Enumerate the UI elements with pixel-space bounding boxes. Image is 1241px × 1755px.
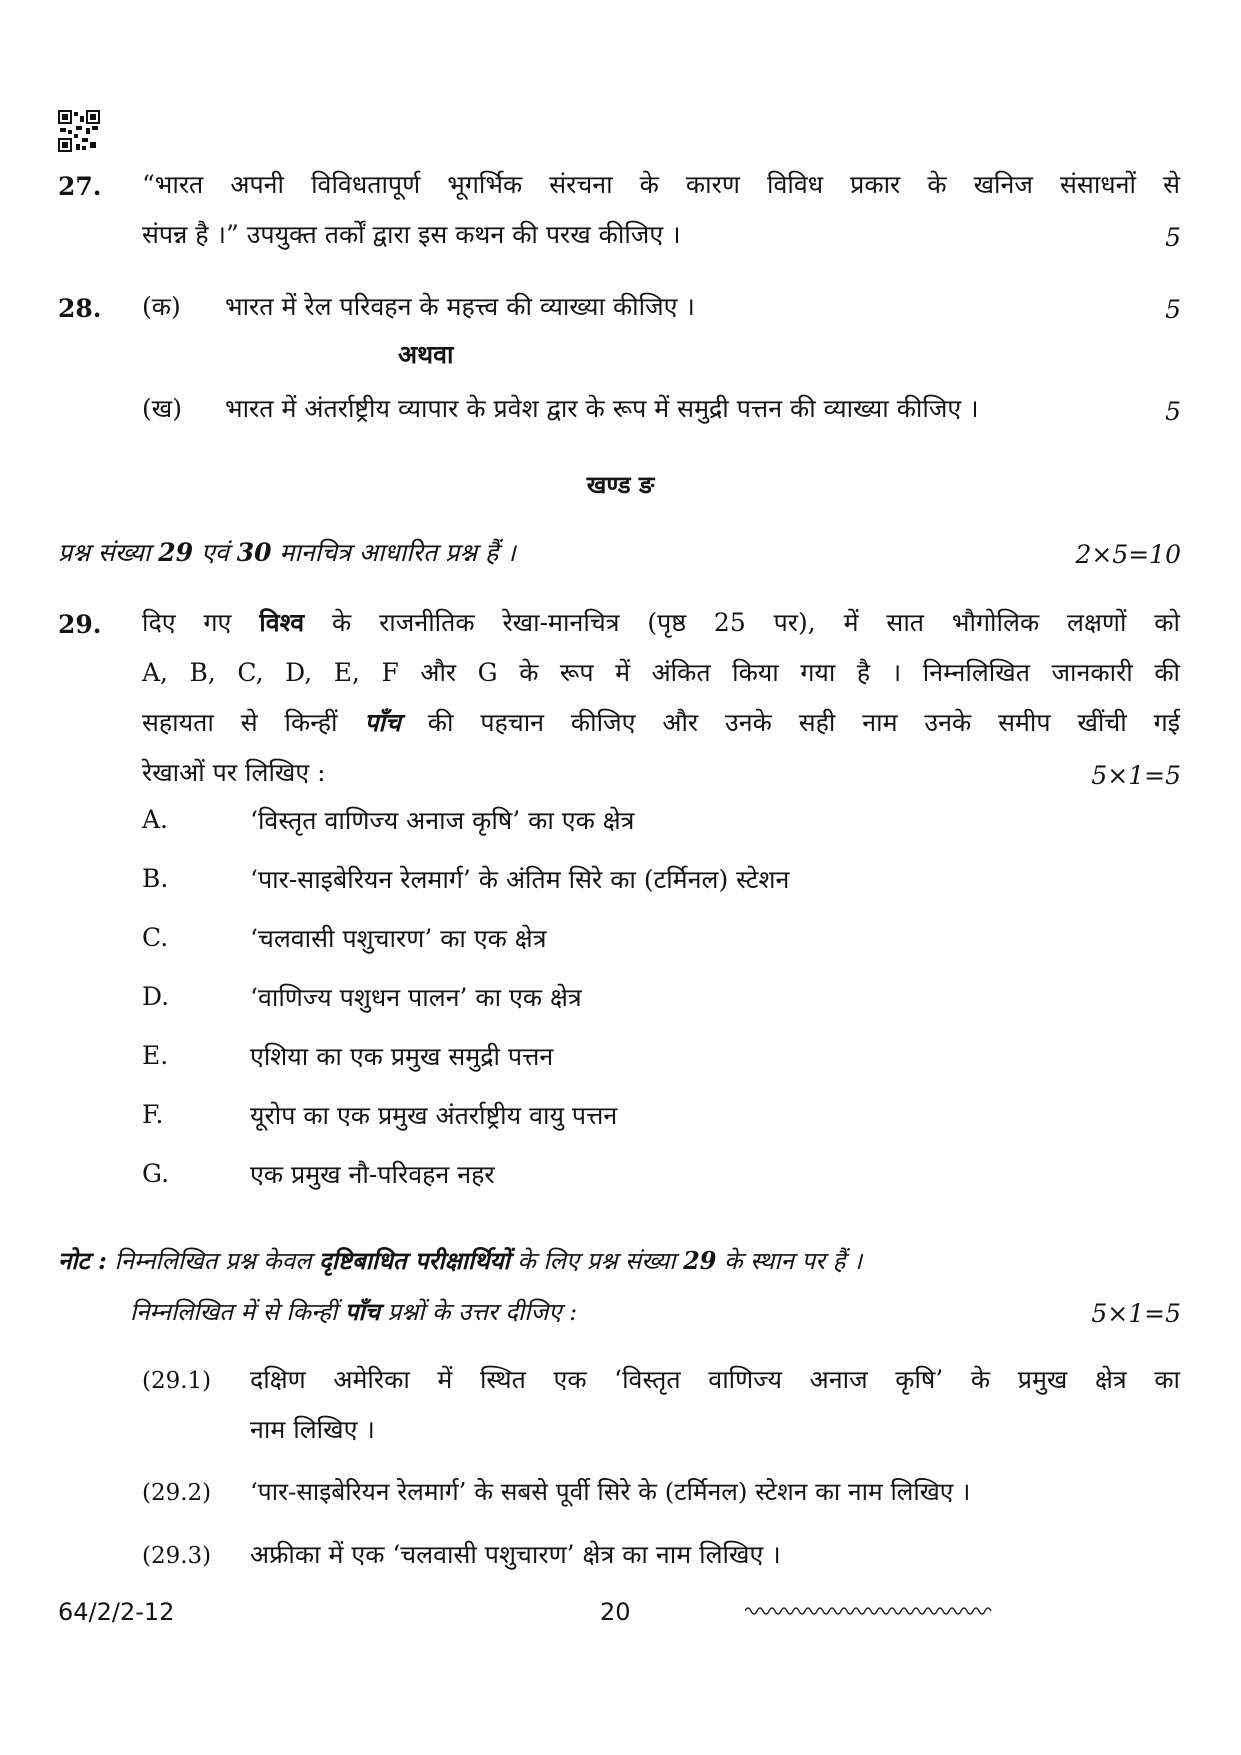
subquestion-text-29-1-line1: दक्षिण अमेरिका में स्थित एक ‘विस्तृत वाणिज्य अनाज कृषि’ के प्रमुख क्षेत्र का: [250, 1365, 1180, 1394]
feature-letter-b: B.: [142, 864, 169, 893]
q27-text-line1: “भारत अपनी विविधतापूर्ण भूगर्भिक संरचना के कारण विविध प्रकार के खनिज संसाधनों से: [142, 170, 1180, 199]
page-number: 20: [600, 1598, 631, 1626]
q29-text-line4: रेखाओं पर लिखिए :: [142, 758, 326, 787]
q27-marks: 5: [1165, 223, 1181, 252]
feature-text-b: ‘पार-साइबेरियन रेलमार्ग’ के अंतिम सिरे का (टर्मिनल) स्टेशन: [250, 865, 790, 894]
feature-letter-g: G.: [142, 1159, 170, 1188]
feature-text-c: ‘चलवासी पशुचारण’ का एक क्षेत्र: [250, 924, 547, 953]
qr-code: [58, 110, 100, 152]
question-number-28: 28.: [58, 294, 102, 323]
feature-letter-c: C.: [142, 923, 169, 952]
q29-text-line1: दिए गए विश्व के राजनीतिक रेखा-मानचित्र (पृष्ठ 25 पर), में सात भौगोलिक लक्षणों को: [142, 608, 1180, 637]
section-instruction: प्रश्न संख्या 29 एवं 30 मानचित्र आधारित प्रश्न हैं ।: [58, 538, 516, 567]
section-title: खण्ड ङ: [586, 470, 655, 499]
question-number-27: 27.: [58, 172, 102, 201]
note-line1: नोट : निम्नलिखित प्रश्न केवल दृष्टिबाधित परीक्षार्थियों के लिए प्रश्न संख्या 29 के स्थान पर हैं ।: [58, 1246, 863, 1275]
q28-option-b-text: भारत में अंतर्राष्ट्रीय व्यापार के प्रवेश द्वार के रूप में समुद्री पत्तन की व्याख्या कीजिए ।: [225, 394, 979, 423]
q28-option-b-label: (ख): [142, 394, 182, 423]
subquestion-text-29-1-line2: नाम लिखिए ।: [250, 1415, 375, 1444]
feature-letter-e: E.: [142, 1041, 169, 1070]
q29-text-line2: A, B, C, D, E, F और G के रूप में अंकित किया गया है । निम्नलिखित जानकारी की: [142, 658, 1180, 687]
subquestion-number-29-2: (29.2): [142, 1480, 212, 1506]
paper-code: 64/2/2-12: [58, 1598, 175, 1626]
q29-marks: 5×1=5: [1091, 761, 1181, 790]
q28-option-a-label: (क): [142, 292, 181, 321]
q28-option-b-marks: 5: [1165, 397, 1181, 426]
feature-text-f: यूरोप का एक प्रमुख अंतर्राष्ट्रीय वायु पत्तन: [250, 1101, 618, 1130]
feature-text-e: एशिया का एक प्रमुख समुद्री पत्तन: [250, 1042, 554, 1071]
feature-letter-a: A.: [142, 805, 169, 834]
feature-letter-f: F.: [142, 1100, 164, 1129]
wavy-line-decoration: [745, 1603, 995, 1619]
feature-text-a: ‘विस्तृत वाणिज्य अनाज कृषि’ का एक क्षेत्र: [250, 806, 635, 835]
or-label: अथवा: [398, 340, 454, 369]
section-marks: 2×5=10: [1075, 540, 1181, 569]
q28-option-a-marks: 5: [1165, 295, 1181, 324]
question-number-29: 29.: [58, 610, 102, 639]
subquestion-number-29-3: (29.3): [142, 1543, 212, 1569]
note-line2: निम्नलिखित में से किन्हीं पाँच प्रश्नों के उत्तर दीजिए :: [130, 1297, 578, 1326]
feature-text-d: ‘वाणिज्य पशुधन पालन’ का एक क्षेत्र: [250, 983, 582, 1012]
q29-text-line3: सहायता से किन्हीं पाँच की पहचान कीजिए और उनके सही नाम उनके समीप खींची गई: [142, 708, 1180, 737]
q27-text-line2: संपन्न है ।” उपयुक्त तर्कों द्वारा इस कथन की परख कीजिए ।: [142, 220, 681, 249]
subquestion-text-29-3: अफ्रीका में एक ‘चलवासी पशुचारण’ क्षेत्र का नाम लिखिए ।: [250, 1540, 781, 1569]
q28-option-a-text: भारत में रेल परिवहन के महत्त्व की व्याख्या कीजिए ।: [225, 292, 695, 321]
feature-text-g: एक प्रमुख नौ-परिवहन नहर: [250, 1160, 495, 1189]
feature-letter-d: D.: [142, 982, 170, 1011]
subquestion-text-29-2: ‘पार-साइबेरियन रेलमार्ग’ के सबसे पूर्वी सिरे के (टर्मिनल) स्टेशन का नाम लिखिए ।: [250, 1477, 971, 1506]
note-marks: 5×1=5: [1091, 1299, 1181, 1328]
subquestion-number-29-1: (29.1): [142, 1368, 212, 1394]
